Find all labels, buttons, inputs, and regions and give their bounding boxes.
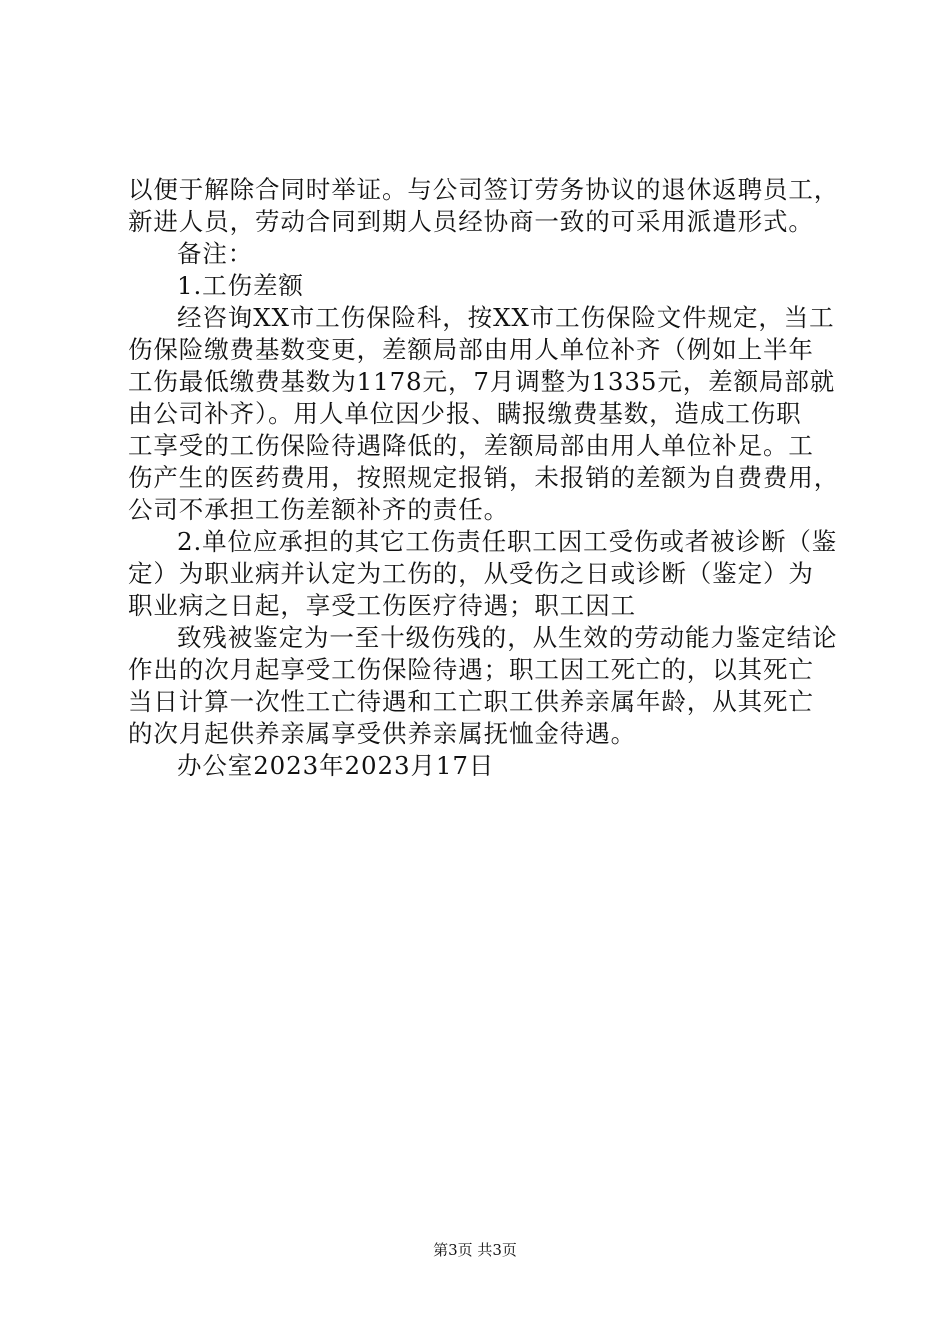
body-line: 经咨询XX市工伤保险科，按XX市工伤保险文件规定，当工: [177, 303, 835, 332]
body-line: 以便于解除合同时举证。与公司签订劳务协议的退休返聘员工，: [128, 175, 840, 204]
body-line: 新进人员，劳动合同到期人员经协商一致的可采用派遣形式。: [128, 207, 814, 236]
body-line: 致残被鉴定为一至十级伤残的，从生效的劳动能力鉴定结论: [177, 623, 838, 652]
body-line: 定）为职业病并认定为工伤的，从受伤之日或诊断（鉴定）为: [128, 559, 814, 588]
remarks-heading: 备注：: [177, 239, 254, 268]
body-line: 公司不承担工伤差额补齐的责任。: [128, 495, 509, 524]
body-line: 伤保险缴费基数变更，差额局部由用人单位补齐（例如上半年: [128, 335, 814, 364]
body-line: 职业病之日起，享受工伤医疗待遇；职工因工: [128, 591, 636, 620]
body-line: 伤产生的医药费用，按照规定报销，未报销的差额为自费费用，: [128, 463, 840, 492]
section-heading-1: 1.工伤差额: [177, 271, 304, 300]
page-number: 第3页 共3页: [433, 1241, 517, 1259]
document-body: [128, 174, 848, 782]
signature-line: 办公室2023年2023月17日: [177, 751, 495, 780]
body-line: 作出的次月起享受工伤保险待遇；职工因工死亡的，以其死亡: [128, 655, 814, 684]
body-line: 由公司补齐）。用人单位因少报、瞒报缴费基数，造成工伤职: [128, 399, 802, 428]
section-heading-2: 2.单位应承担的其它工伤责任职工因工受伤或者被诊断（鉴: [177, 527, 838, 556]
body-line: 工享受的工伤保险待遇降低的，差额局部由用人单位补足。工: [128, 431, 814, 460]
page-footer: [0, 1240, 950, 1260]
body-line: 当日计算一次性工亡待遇和工亡职工供养亲属年龄，从其死亡: [128, 687, 814, 716]
body-line: 的次月起供养亲属享受供养亲属抚恤金待遇。: [128, 719, 636, 748]
body-line: 工伤最低缴费基数为1178元，7月调整为1335元，差额局部就: [128, 367, 836, 396]
